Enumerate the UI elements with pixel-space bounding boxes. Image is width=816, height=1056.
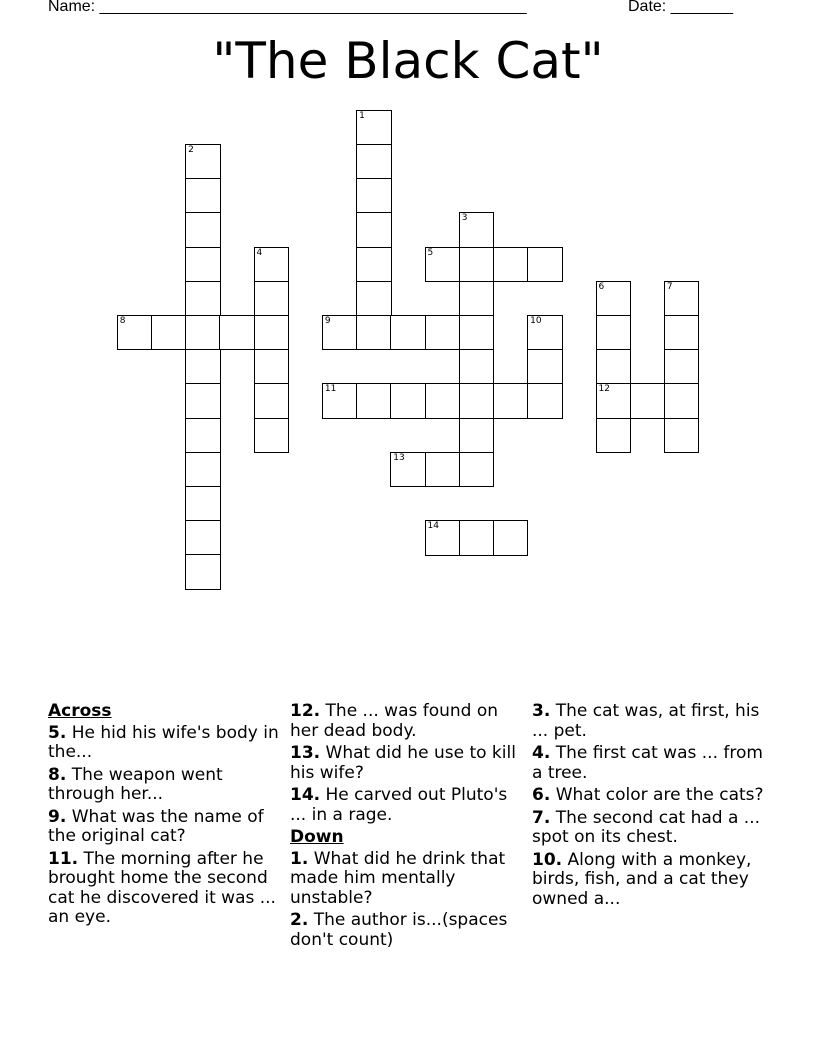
clue-number: 9 — [324, 315, 331, 326]
crossword-cell[interactable] — [664, 315, 700, 351]
crossword-cell[interactable] — [459, 520, 495, 556]
crossword-cell[interactable] — [425, 315, 461, 351]
crossword-cell[interactable] — [527, 383, 563, 419]
clue-item-text: The second cat had a ... spot on its chest. — [532, 807, 761, 847]
clue-number: 6 — [598, 281, 605, 292]
clue-item-text: The ... was found on her dead body. — [290, 701, 499, 741]
clue-item-number: 4. — [532, 743, 551, 763]
crossword-cell[interactable] — [459, 247, 495, 283]
clue-item-number: 11. — [48, 848, 79, 869]
clue-item — [48, 724, 280, 763]
crossword-cell[interactable] — [322, 383, 358, 419]
crossword-cell[interactable] — [664, 383, 700, 419]
clue-item-number: 5. — [48, 722, 67, 743]
clue-item-number: 3. — [532, 701, 551, 721]
crossword-cell[interactable] — [596, 418, 632, 454]
crossword-cell[interactable] — [425, 452, 461, 488]
name-line: Name: ________________________________________________ — [48, 0, 527, 15]
crossword-cell[interactable] — [254, 281, 290, 317]
page-title: "The Black Cat" — [212, 32, 604, 90]
clue-item-text: The cat was, at first, his ... pet. — [532, 701, 760, 741]
crossword-cell[interactable] — [185, 212, 221, 248]
clue-item-number: 14. — [290, 785, 321, 805]
crossword-cell[interactable] — [356, 110, 392, 146]
crossword-cell[interactable] — [459, 315, 495, 351]
clue-item — [290, 702, 522, 741]
crossword-cell[interactable] — [117, 315, 153, 351]
crossword-cell[interactable] — [493, 247, 529, 283]
clue-item-number: 12. — [290, 701, 321, 721]
crossword-cell[interactable] — [151, 315, 187, 351]
crossword-cell[interactable] — [254, 247, 290, 283]
crossword-cell[interactable] — [185, 281, 221, 317]
clue-number: 5 — [427, 247, 434, 258]
clue-column-2 — [290, 702, 522, 953]
crossword-cell[interactable] — [185, 383, 221, 419]
crossword-cell[interactable] — [664, 418, 700, 454]
clue-number: 4 — [256, 247, 263, 258]
crossword-cell[interactable] — [459, 281, 495, 317]
clue-number: 14 — [427, 521, 439, 532]
crossword-cell[interactable] — [356, 144, 392, 180]
crossword-cell[interactable] — [185, 315, 221, 351]
clue-number: 12 — [598, 384, 610, 395]
crossword-cell[interactable] — [596, 281, 632, 317]
clue-number: 1 — [359, 110, 365, 121]
crossword-cell[interactable] — [254, 383, 290, 419]
crossword-cell[interactable] — [425, 520, 461, 556]
clue-number: 3 — [461, 213, 468, 224]
clue-number: 7 — [666, 281, 673, 292]
crossword-cell[interactable] — [356, 212, 392, 248]
clue-item-text: The morning after he brought home the second cat he discovered it was ... an eye. — [48, 848, 276, 927]
clue-item-text: What did he drink that made him mentally unstable? — [290, 848, 506, 908]
crossword-cell[interactable] — [185, 452, 221, 488]
clue-item-number: 8. — [48, 764, 67, 785]
crossword-cell[interactable] — [425, 247, 461, 283]
crossword-cell[interactable] — [219, 315, 255, 351]
clue-item-text: The weapon went through her... — [48, 764, 223, 804]
clue-item-text: What was the name of the original cat? — [48, 806, 264, 846]
clue-item-number: 1. — [290, 848, 309, 869]
clue-number: 11 — [324, 384, 337, 395]
clue-item — [48, 808, 280, 847]
clue-item-text: What color are the cats? — [550, 785, 764, 805]
clue-item — [290, 744, 522, 783]
crossword-cell[interactable] — [493, 383, 529, 419]
clue-item-number: 9. — [48, 806, 67, 827]
clue-item-text: Along with a monkey, birds, fish, and a cat they owned a... — [532, 849, 752, 909]
crossword-cell[interactable] — [459, 452, 495, 488]
clue-number: 8 — [119, 315, 126, 326]
clue-item — [48, 766, 280, 805]
crossword-cell[interactable] — [596, 315, 632, 351]
clue-item — [532, 786, 768, 806]
crossword-cell[interactable] — [664, 349, 700, 385]
clue-item — [532, 851, 768, 910]
clue-item-number: 6. — [532, 785, 551, 805]
crossword-cell[interactable] — [322, 315, 358, 351]
crossword-cell[interactable] — [185, 554, 221, 590]
crossword-cell[interactable] — [630, 383, 666, 419]
crossword-cell[interactable] — [425, 383, 461, 419]
crossword-cell[interactable] — [459, 212, 495, 248]
crossword-cell[interactable] — [254, 349, 290, 385]
date-line: Date: _______ — [628, 0, 733, 15]
clue-item-text: He carved out Pluto's ... in a rage. — [290, 785, 508, 825]
clue-number: 13 — [393, 452, 405, 463]
crossword-cell[interactable] — [596, 349, 632, 385]
crossword-cell[interactable] — [527, 247, 563, 283]
crossword-cell[interactable] — [254, 315, 290, 351]
clue-item — [532, 702, 768, 741]
crossword-cell[interactable] — [185, 520, 221, 556]
crossword-cell[interactable] — [356, 178, 392, 214]
crossword-cell[interactable] — [596, 383, 632, 419]
crossword-cell[interactable] — [459, 418, 495, 454]
clue-item-text: The first cat was ... from a tree. — [532, 743, 763, 783]
crossword-cell[interactable] — [356, 315, 392, 351]
clue-item-text: What did he use to kill his wife? — [290, 743, 516, 783]
crossword-cell[interactable] — [254, 418, 290, 454]
clue-item-text: He hid his wife's body in the... — [48, 722, 279, 762]
clue-section-heading: Across — [48, 701, 112, 721]
clue-item-number: 13. — [290, 743, 321, 763]
clue-item — [290, 911, 522, 950]
clue-item — [290, 850, 522, 909]
clue-column-3 — [532, 702, 768, 912]
clue-item — [48, 850, 280, 928]
crossword-cell[interactable] — [185, 486, 221, 522]
crossword-cell[interactable] — [390, 452, 426, 488]
crossword-cell[interactable] — [390, 315, 426, 351]
clue-number: 10 — [530, 315, 542, 326]
crossword-cell[interactable] — [493, 520, 529, 556]
crossword-cell[interactable] — [185, 349, 221, 385]
crossword-cell[interactable] — [390, 383, 426, 419]
crossword-cell[interactable] — [459, 383, 495, 419]
crossword-cell[interactable] — [527, 349, 563, 385]
clue-section-heading: Down — [290, 827, 344, 847]
crossword-cell[interactable] — [185, 144, 221, 180]
crossword-cell[interactable] — [356, 247, 392, 283]
clue-item-number: 7. — [532, 807, 551, 828]
clue-item — [532, 744, 768, 783]
crossword-cell[interactable] — [664, 281, 700, 317]
crossword-cell[interactable] — [527, 315, 563, 351]
clue-item — [532, 809, 768, 848]
crossword-cell[interactable] — [459, 349, 495, 385]
clue-item — [290, 786, 522, 825]
crossword-cell[interactable] — [185, 178, 221, 214]
clue-item-number: 2. — [290, 910, 309, 930]
crossword-cell[interactable] — [185, 418, 221, 454]
crossword-cell[interactable] — [185, 247, 221, 283]
clue-column-1 — [48, 702, 280, 931]
crossword-cell[interactable] — [356, 281, 392, 317]
clue-item-text: The author is...(spaces don't count) — [290, 910, 508, 950]
crossword-cell[interactable] — [356, 383, 392, 419]
clue-number: 2 — [188, 144, 194, 155]
clue-item-number: 10. — [532, 849, 563, 870]
